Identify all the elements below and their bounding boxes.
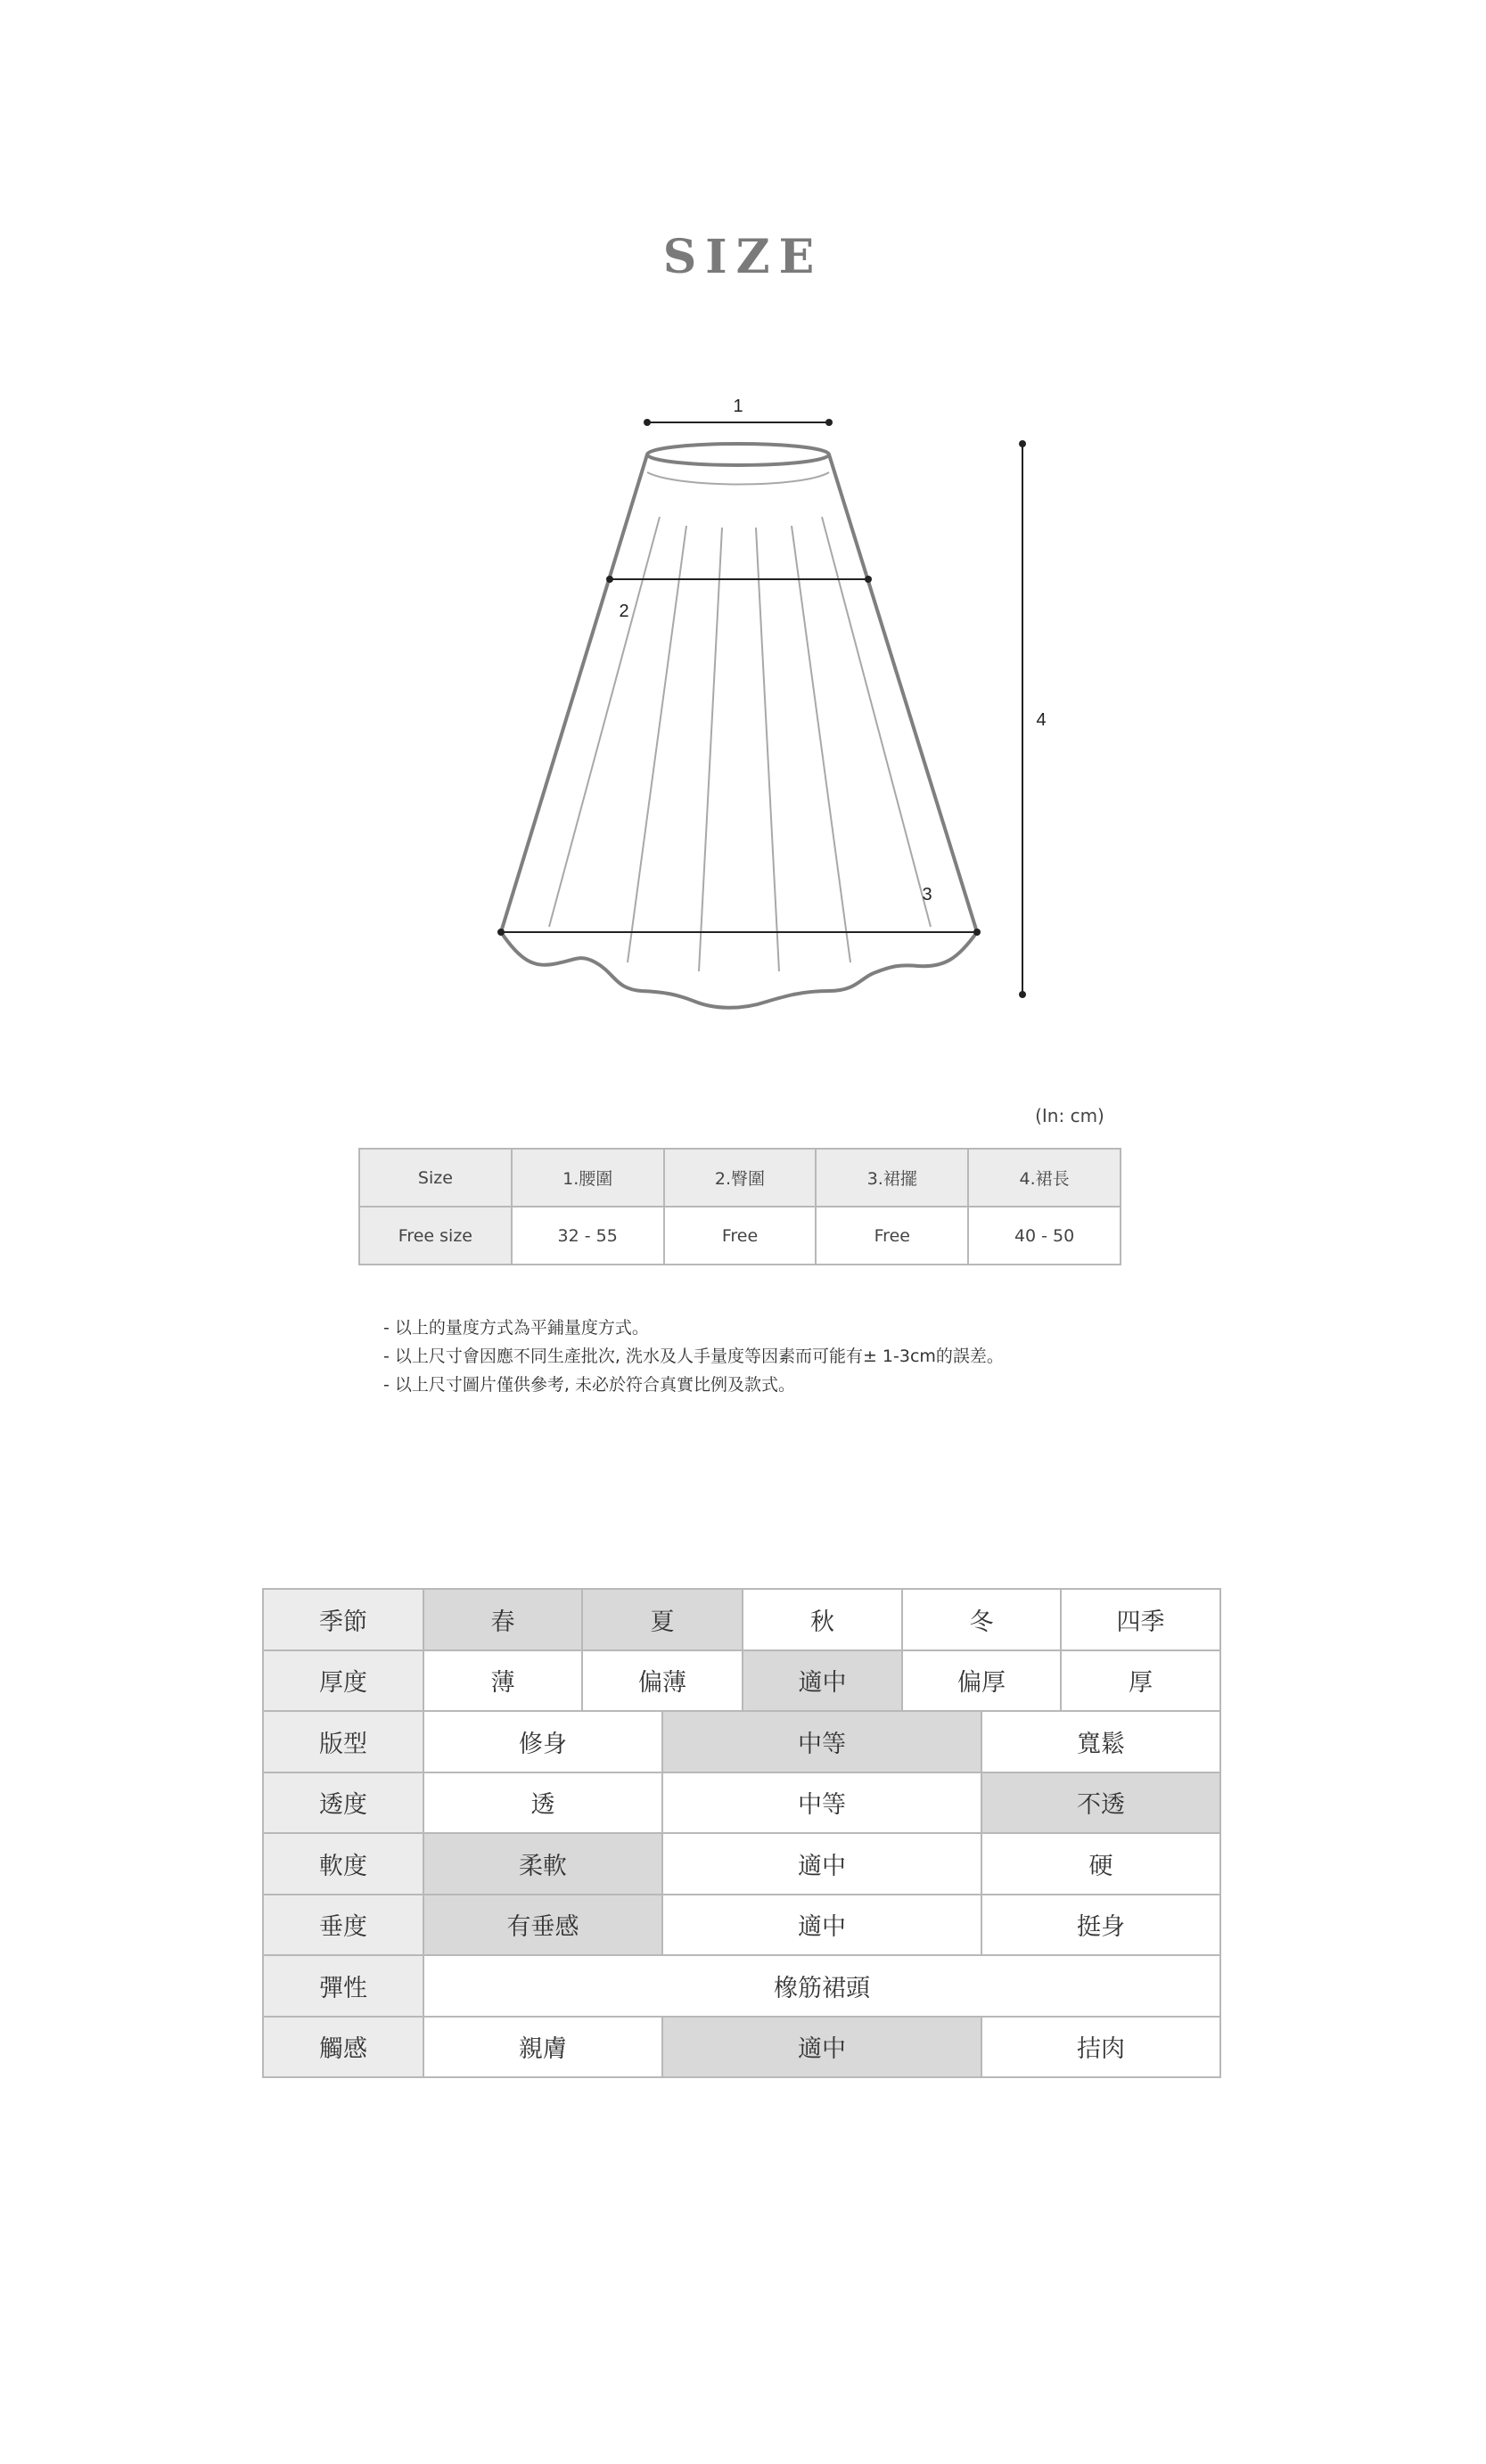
page-title: SIZE bbox=[662, 230, 824, 284]
attr-row-touch bbox=[263, 2017, 1220, 2078]
attr-option-thickness-3: 偏厚 bbox=[902, 1650, 1061, 1712]
measure-label-3: 3 bbox=[922, 885, 932, 905]
measure-hem bbox=[497, 885, 981, 936]
attr-option-touch-2: 拮肉 bbox=[981, 2017, 1220, 2078]
attr-option-season-4: 四季 bbox=[1061, 1589, 1220, 1650]
measurement-notes bbox=[383, 1314, 1186, 1399]
note-item: - 以上尺寸圖片僅供參考, 未必於符合真實比例及款式。 bbox=[383, 1375, 795, 1395]
skirt-diagram bbox=[0, 0, 1486, 1069]
size-value-hem: Free bbox=[816, 1207, 968, 1265]
attr-option-sheerness-1: 中等 bbox=[662, 1772, 981, 1834]
attr-option-fit-2: 寬鬆 bbox=[981, 1711, 1220, 1772]
attr-option-softness-0: 柔軟 bbox=[423, 1833, 662, 1895]
attr-option-drape-2: 挺身 bbox=[981, 1895, 1220, 1956]
attr-label-thickness: 厚度 bbox=[263, 1650, 423, 1712]
fabric-attributes-table bbox=[262, 1588, 1221, 2078]
skirt-inner-lines bbox=[549, 472, 931, 971]
attr-row-sheerness bbox=[263, 1772, 1220, 1834]
attr-option-season-0: 春 bbox=[423, 1589, 582, 1650]
attr-option-fit-1: 中等 bbox=[662, 1711, 981, 1772]
measure-label-4: 4 bbox=[1036, 710, 1047, 730]
attr-option-thickness-2: 適中 bbox=[743, 1650, 902, 1712]
attr-option-drape-1: 適中 bbox=[662, 1895, 981, 1956]
attr-option-softness-2: 硬 bbox=[981, 1833, 1220, 1895]
size-value-length: 40 - 50 bbox=[968, 1207, 1121, 1265]
attr-option-touch-1: 適中 bbox=[662, 2017, 981, 2078]
measure-label-1: 1 bbox=[733, 397, 743, 416]
size-table bbox=[358, 1148, 1121, 1265]
attr-option-season-1: 夏 bbox=[582, 1589, 743, 1650]
size-table-header-row bbox=[359, 1149, 1121, 1207]
size-header-size: Size bbox=[359, 1149, 512, 1207]
attr-option-fit-0: 修身 bbox=[423, 1711, 662, 1772]
size-value-waist: 32 - 55 bbox=[512, 1207, 664, 1265]
measure-waist bbox=[644, 397, 833, 426]
attr-row-thickness bbox=[263, 1650, 1220, 1712]
attr-option-elasticity-0: 橡筋裙頭 bbox=[423, 1955, 1220, 2017]
note-item: - 以上尺寸會因應不同生產批次, 洗水及人手量度等因素而可能有± 1-3cm的誤差。 bbox=[383, 1347, 1004, 1366]
size-header-hem: 3.裙擺 bbox=[816, 1149, 968, 1207]
attr-row-drape bbox=[263, 1895, 1220, 1956]
attr-row-fit bbox=[263, 1711, 1220, 1772]
measure-label-2: 2 bbox=[619, 602, 629, 621]
attr-label-fit: 版型 bbox=[263, 1711, 423, 1772]
size-header-length: 4.裙長 bbox=[968, 1149, 1121, 1207]
size-header-hip: 2.臀圍 bbox=[664, 1149, 817, 1207]
size-value-size: Free size bbox=[359, 1207, 512, 1265]
attr-label-season: 季節 bbox=[263, 1589, 423, 1650]
attr-option-thickness-4: 厚 bbox=[1061, 1650, 1220, 1712]
attr-option-softness-1: 適中 bbox=[662, 1833, 981, 1895]
attr-option-thickness-0: 薄 bbox=[423, 1650, 582, 1712]
attr-option-touch-0: 親膚 bbox=[423, 2017, 662, 2078]
attr-row-season bbox=[263, 1589, 1220, 1650]
attr-option-drape-0: 有垂感 bbox=[423, 1895, 662, 1956]
attr-label-elasticity: 彈性 bbox=[263, 1955, 423, 2017]
unit-label: (In: cm) bbox=[1035, 1105, 1104, 1126]
measure-length bbox=[1019, 440, 1047, 998]
attr-option-sheerness-2: 不透 bbox=[981, 1772, 1220, 1834]
attr-label-drape: 垂度 bbox=[263, 1895, 423, 1956]
attr-row-elasticity bbox=[263, 1955, 1220, 2017]
attr-option-sheerness-0: 透 bbox=[423, 1772, 662, 1834]
attr-row-softness bbox=[263, 1833, 1220, 1895]
attr-label-sheerness: 透度 bbox=[263, 1772, 423, 1834]
size-table-row bbox=[359, 1207, 1121, 1265]
attr-label-softness: 軟度 bbox=[263, 1833, 423, 1895]
attr-option-thickness-1: 偏薄 bbox=[582, 1650, 743, 1712]
attr-option-season-3: 冬 bbox=[902, 1589, 1061, 1650]
size-header-waist: 1.腰圍 bbox=[512, 1149, 664, 1207]
size-value-hip: Free bbox=[664, 1207, 817, 1265]
attr-option-season-2: 秋 bbox=[743, 1589, 902, 1650]
skirt-outline bbox=[501, 444, 977, 1008]
measure-hip bbox=[606, 576, 872, 621]
note-item: - 以上的量度方式為平鋪量度方式。 bbox=[383, 1318, 649, 1338]
attr-label-touch: 觸感 bbox=[263, 2017, 423, 2078]
